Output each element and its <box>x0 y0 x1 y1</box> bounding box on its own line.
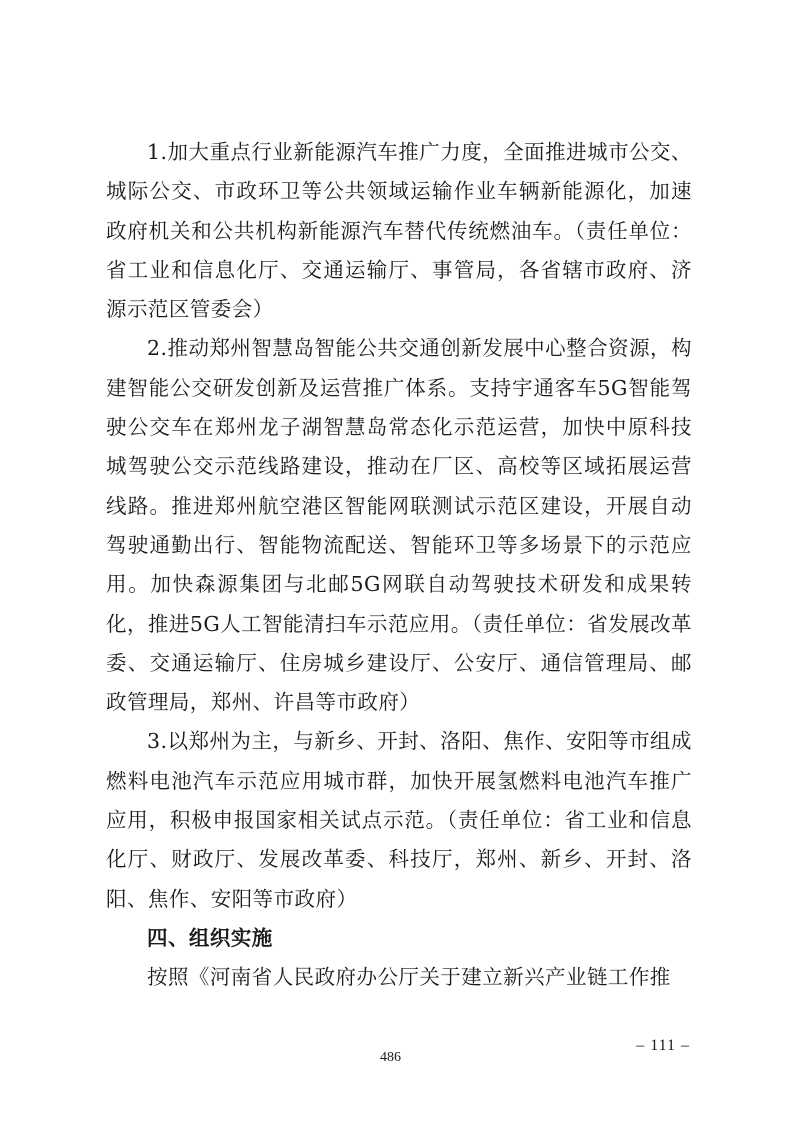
paragraph-item-3: 3.以郑州为主，与新乡、开封、洛阳、焦作、安阳等市组成燃料电池汽车示范应用城市群，加快开展氢燃料电池汽车推广应用，积极申报国家相关试点示范。（责任单位：省工业和信息化厅、财政厅、发展改革委、科技厅，郑州、新乡、开封、洛阳、焦作、安阳等市政府） <box>106 729 692 911</box>
section-heading: 四、组织实施 <box>147 925 273 950</box>
page-number: – 111 – <box>636 1037 690 1054</box>
paragraph-item-2: 2.推动郑州智慧岛智能公共交通创新发展中心整合资源，构建智能公交研发创新及运营推广体系。支持宇通客车5G智能驾驶公交车在郑州龙子湖智慧岛常态化示范运营，加快中原科技城驾驶公交示范线路建设，推动在厂区、高校等区域拓展运营线路。推进郑州航空港区智能网联测试示范区建设，开展自动驾驶通勤出行、智能物流配送、智能环卫等多场景下的示范应用。加快森源集团与北邮5G网联自动驾驶技术研发和成果转化，推进5G人工智能清扫车示范应用。（责任单位：省发展改革委、交通运输厅、住房城乡建设厅、公安厅、通信管理局、邮政管理局，郑州、许昌等市政府） <box>106 336 692 715</box>
stamp-number: 486 <box>380 1050 401 1065</box>
paragraph-item-1: 1.加大重点行业新能源汽车推广力度，全面推进城市公交、城际公交、市政环卫等公共领域运输作业车辆新能源化，加速政府机关和公共机构新能源汽车替代传统燃油车。（责任单位：省工业和信息化厅、交通运输厅、事管局，各省辖市政府、济源示范区管委会） <box>106 140 692 322</box>
paragraph-continuation: 按照《河南省人民政府办公厅关于建立新兴产业链工作推 <box>147 965 671 990</box>
document-body <box>106 133 692 998</box>
